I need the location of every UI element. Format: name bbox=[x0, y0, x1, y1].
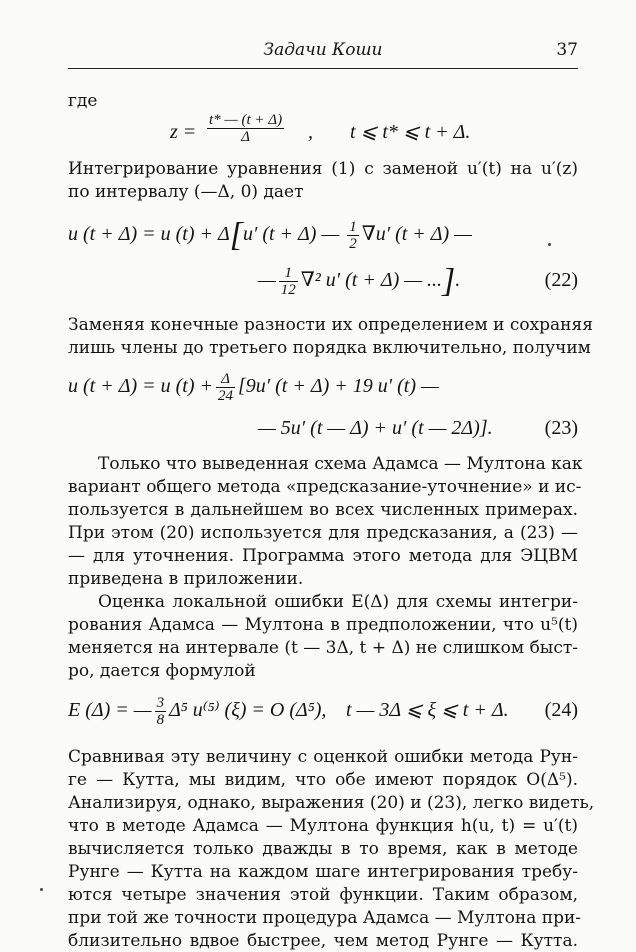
text-line: вариант общего метода «предсказание-уточнение» и ис- bbox=[68, 477, 582, 497]
text-line: по интервалу (—Δ, 0) дает bbox=[68, 182, 304, 202]
eq22-period: . bbox=[455, 269, 461, 291]
equation-23-line2 bbox=[68, 408, 578, 448]
text-line: Только что выведенная схема Адамса — Мултона как bbox=[98, 454, 583, 474]
eq24-frac-den: 8 bbox=[156, 711, 165, 728]
eq22-open-bracket: [ bbox=[229, 216, 243, 254]
text-line: — для уточнения. Программа этого метода для ЭЦВМ bbox=[68, 546, 578, 566]
eq-z-numerator: t* — (t + Δ) bbox=[209, 112, 283, 128]
text-line: Интегрирование уравнения (1) с заменой u′(t) на u′(z) bbox=[68, 159, 578, 179]
text-line: пользуется в дальнейшем во всех численных примерах. bbox=[68, 500, 578, 520]
eq-z-condition: t ⩽ t* ⩽ t + Δ. bbox=[350, 121, 471, 143]
eq22-term1: u′ (t + Δ) — bbox=[242, 223, 340, 245]
eq24-rest: Δ⁵ u⁽⁵⁾ (ξ) = O (Δ⁵), bbox=[169, 699, 327, 721]
text-line: Сравнивая эту величину с оценкой ошибки метода Рун- bbox=[68, 747, 578, 767]
eq22-lead-minus: — bbox=[258, 269, 276, 291]
equation-22-line2 bbox=[68, 258, 578, 302]
eq22-twelfth-den: 12 bbox=[280, 281, 296, 298]
eq23-term1: [9u′ (t + Δ) + 19 u′ (t) — bbox=[237, 375, 439, 397]
eq22-fraction-half bbox=[347, 219, 359, 252]
text-line: при той же точности процедура Адамса — Мултона при- bbox=[68, 908, 582, 928]
text-line: меняется на интервале (t — 3Δ, t + Δ) не слишком быст- bbox=[68, 638, 578, 658]
text-line: Заменяя конечные разности их определением и сохраняя bbox=[68, 315, 593, 335]
eq-z-lhs: z = bbox=[170, 121, 197, 143]
text-line: ро, дается формулой bbox=[68, 661, 256, 681]
eq24-condition: t — 3Δ ⩽ ξ ⩽ t + Δ. bbox=[346, 699, 509, 721]
eq-z-fraction bbox=[207, 112, 284, 145]
text-line: ге — Кутта, мы видим, что обе имеют порядок O(Δ⁵). bbox=[68, 770, 578, 790]
text-line: Оценка локальной ошибки E(Δ) для схемы интегри- bbox=[98, 592, 578, 612]
text-line: вычисляется только дважды в то время, как в методе bbox=[68, 839, 578, 859]
eq22-left: u (t + Δ) = u (t) + Δ bbox=[68, 223, 230, 245]
eq22-line2-content bbox=[258, 258, 460, 302]
eq23-frac-den: 24 bbox=[217, 387, 233, 404]
equation-23-line1 bbox=[68, 366, 578, 406]
page-number: 37 bbox=[556, 40, 578, 60]
eq-z-denominator: Δ bbox=[207, 128, 284, 145]
text-line: При этом (20) используется для предсказания, а (23) — bbox=[68, 523, 578, 543]
eq23-term2: — 5u′ (t — Δ) + u′ (t — 2Δ)]. bbox=[258, 417, 493, 439]
text-line: близительно вдвое быстрее, чем метод Рунге — Кутта. bbox=[68, 931, 578, 951]
text-line: где bbox=[68, 91, 98, 111]
scan-speck bbox=[548, 243, 551, 246]
eq23-left: u (t + Δ) = u (t) + bbox=[68, 375, 213, 397]
equation-number-24: (24) bbox=[544, 699, 578, 721]
eq24-fraction bbox=[155, 695, 167, 728]
eq22-half-num: 1 bbox=[349, 218, 357, 235]
eq23-frac-num: Δ bbox=[221, 370, 230, 387]
eq22-twelfth-num: 1 bbox=[284, 264, 293, 281]
scan-speck bbox=[40, 888, 43, 891]
equation-number-22: (22) bbox=[544, 269, 578, 291]
eq22-half-den: 2 bbox=[349, 235, 357, 252]
equation-z bbox=[68, 112, 578, 152]
equation-24 bbox=[68, 688, 578, 732]
text-line: Анализируя, однако, выражения (20) и (23), легко видеть, bbox=[68, 793, 595, 813]
equation-22-line1 bbox=[68, 214, 578, 254]
eq24-left: E (Δ) = — bbox=[68, 699, 152, 721]
text-line: лишь члены до третьего порядка включительно, получим bbox=[68, 338, 591, 358]
eq22-fraction-twelfth bbox=[279, 265, 298, 298]
text-line: Рунге — Кутта на каждом шаге интегрирования требу- bbox=[68, 862, 578, 882]
text-line: приведена в приложении. bbox=[68, 569, 304, 589]
eq22-close-bracket: ] bbox=[442, 262, 456, 300]
eq24-frac-num: 3 bbox=[156, 694, 165, 711]
running-header bbox=[68, 40, 578, 66]
chapter-title: Задачи Коши bbox=[263, 40, 383, 60]
text-line: что в методе Адамса — Мултона функция h(u, t) = u′(t) bbox=[68, 816, 578, 836]
eq22-term3: ∇² u′ (t + Δ) — ... bbox=[300, 269, 443, 291]
text-line: рования Адамса — Мултона в предположении, что u⁵(t) bbox=[68, 615, 578, 635]
eq23-fraction bbox=[216, 371, 235, 404]
eq-z-comma: , bbox=[308, 121, 313, 143]
text-line: ются четыре значения этой функции. Таким образом, bbox=[68, 885, 578, 905]
equation-number-23: (23) bbox=[544, 417, 578, 439]
header-rule bbox=[68, 68, 578, 69]
eq22-term2: ∇u′ (t + Δ) — bbox=[361, 223, 472, 245]
